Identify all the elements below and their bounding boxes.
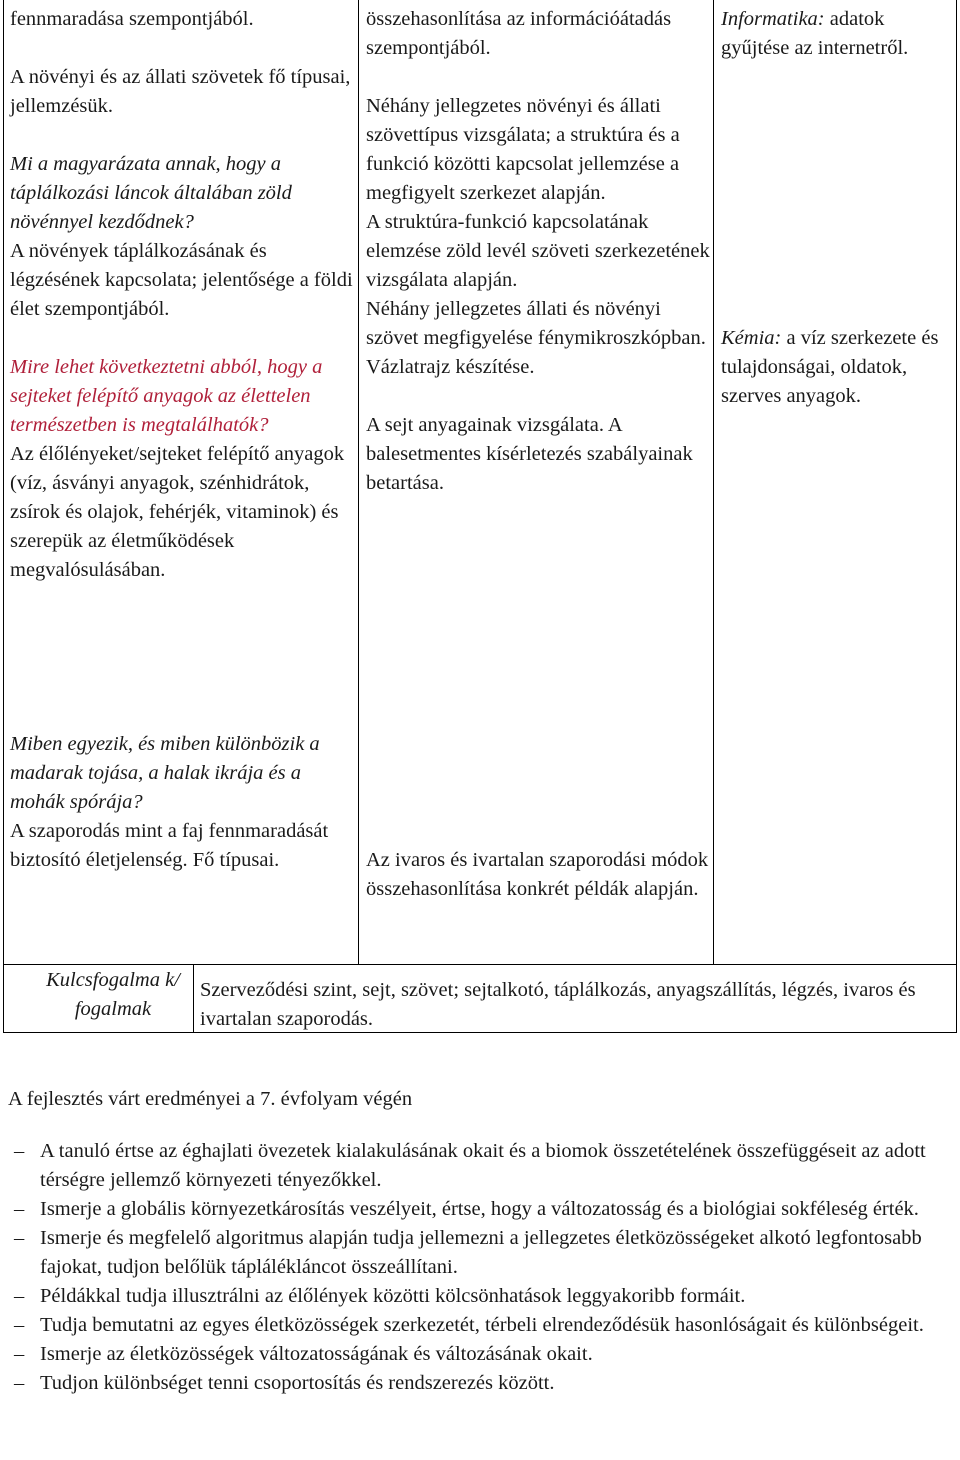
reproduction-compare-text: Az ivaros és ivartalan szaporodási módok összehasonlítása konkrét példák alapján. [366,849,709,900]
informatics-link [721,5,953,63]
col2-bottom-cell [366,846,710,904]
table-border-right [956,0,957,1032]
food-chain-question: Mi a magyarázata annak, hogy a táplálkozási láncok általában zöld növénnyel kezdődnek? [10,153,292,233]
list-item-text: Tudja bemutatni az egyes életközösségek szerkezetét, térbeli elrendeződésük hasonlóságait és különbségeit. [40,1314,924,1336]
structure-function-text: A struktúra-funkció kapcsolatának elemzése zöld levél szöveti szerkezetének vizsgálata alapján. [366,211,710,291]
list-item [8,1282,953,1311]
list-item [8,1340,953,1369]
table-border-left [3,0,4,1032]
chemistry-link [721,324,953,411]
list-item [8,1224,953,1282]
dash-bullet: – [14,1372,25,1394]
key-concepts-value: Szerveződési szint, sejt, szövet; sejtalkotó, táplálkozás, anyagszállítás, légzés, ivaros és ivartalan szaporodás. [200,979,916,1030]
materials-question: Mire lehet következtetni abból, hogy a sejteket felépítő anyagok az élettelen természetben is megtalálhatók? [10,356,323,436]
eggs-question: Miben egyezik, és miben különbözik a madarak tojása, a halak ikrája és a mohák spórája? [10,733,320,813]
list-item-text: Ismerje és megfelelő algoritmus alapján tudja jellemezni a jellegzetes életközösségeket alkotó legfontosabb fajokat, tudjon belőlük táplálékláncot összeállítani. [40,1227,922,1278]
table-divider-col2 [713,0,714,964]
tissue-examination-text: Néhány jellegzetes növényi és állati szövettípus vizsgálata; a struktúra és a funkció közötti kapcsolat jellemzése a megfigyelt szerkezet alapján. [366,95,680,204]
dash-bullet: – [14,1343,25,1365]
chemistry-text: a víz szerkezete és tulajdonságai, oldatok, szerves anyagok. [721,327,939,407]
cell-materials-text: A sejt anyagainak vizsgálata. A balesetmentes kísérletezés szabályainak betartása. [366,414,693,494]
dash-bullet: – [14,1285,25,1307]
informatics-text: adatok gyűjtése az internetről. [721,8,909,59]
list-item [8,1369,953,1398]
reproduction-text: A szaporodás mint a faj fennmaradását biztosító életjelenség. Fő típusai. [10,820,329,871]
col3-top-cell [721,5,953,411]
table-divider-col1 [358,0,359,964]
key-concepts-label: Kulcsfogalma k/ fogalmak [46,969,180,1020]
list-item-text: Tudjon különbséget tenni csoportosítás és rendszerezés között. [40,1372,555,1394]
plant-nutrition-text: A növények táplálkozásának és légzésének kapcsolata; jelentősége a földi élet szempontjából. [10,240,353,320]
col1-continuation: fennmaradása szempontjából. [10,8,254,30]
list-item-text: A tanuló értse az éghajlati övezetek kialakulásának okait és a biomok összetételének összefüggéseit az adott térségre jellemző környezeti tényezőkkel. [40,1140,926,1191]
chemistry-label: Kémia: [721,327,782,349]
col1-top-cell [10,5,354,585]
dash-bullet: – [14,1227,25,1249]
list-item [8,1137,953,1195]
col1-bottom-cell [10,730,354,875]
outcomes-title: A fejlesztés várt eredményei a 7. évfolyam végén [8,1088,413,1110]
col2-top-cell [366,5,710,498]
list-item-text: Ismerje az életközösségek változatosságának és változásának okait. [40,1343,593,1365]
key-concepts-divider [193,964,194,1032]
outcomes-list [8,1137,953,1398]
list-item [8,1311,953,1340]
materials-text: Az élőlényeket/sejteket felépítő anyagok (víz, ásványi anyagok, szénhidrátok, zsírok és olajok, fehérjék, vitaminok) és szerepük az életműködések megvalósulásában. [10,443,345,581]
list-item-text: Ismerje a globális környezetkárosítás veszélyeit, értse, hogy a változatosság és a biológiai sokféleség érték. [40,1198,919,1220]
table-row-divider [3,964,957,965]
list-item [8,1195,953,1224]
dash-bullet: – [14,1140,25,1162]
tissue-types-text: A növényi és az állati szövetek fő típusai, jellemzésük. [10,66,351,117]
col2-continuation: összehasonlítása az információátadás szempontjából. [366,8,672,59]
dash-bullet: – [14,1198,25,1220]
list-item-text: Példákkal tudja illusztrálni az élőlények közötti kölcsönhatások leggyakoribb formáit. [40,1285,746,1307]
microscope-text: Néhány jellegzetes állati és növényi szövet megfigyelése fénymikroszkópban. Vázlatrajz készítése. [366,298,706,378]
dash-bullet: – [14,1314,25,1336]
informatics-label: Informatika: [721,8,825,30]
